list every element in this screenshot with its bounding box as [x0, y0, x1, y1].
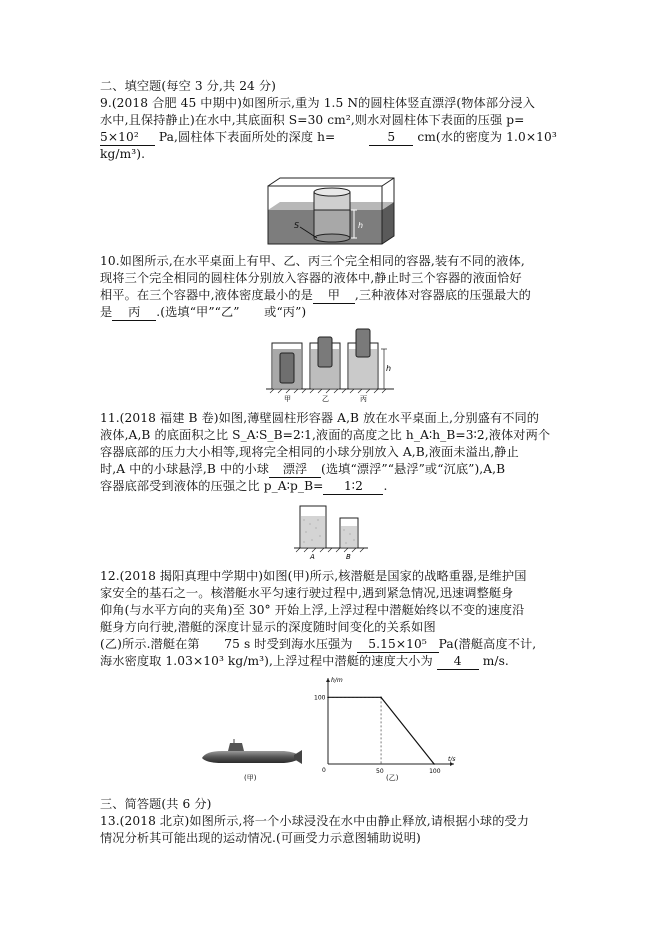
q11-answer-ratio: 1∶2 [323, 478, 383, 495]
label-a: A [310, 553, 315, 560]
q9-tank-figure [262, 172, 402, 250]
y-axis-label: h/m [331, 677, 343, 684]
fig-yi-label: (乙) [386, 774, 399, 782]
q13-text-2: 情况分析其可能出现的运动情况.(可画受力示意图辅助说明) [100, 831, 421, 845]
q10-answer-max-pressure: 丙 [112, 304, 156, 321]
cylinder-yi [318, 337, 332, 367]
q10-answer-least-density: 甲 [313, 287, 355, 304]
q13-text-1: 13.(2018 北京)如图所示,将一个小球浸没在水中由静止释放,请根据小球的受力 [100, 814, 530, 828]
q11-text-3: 容器底部的压力大小相等,现将完全相同的小球分别放入 A,B,液面未溢出,静止 [100, 445, 519, 459]
section-heading-3: 三、简答题(共 6 分) [100, 797, 212, 811]
q12-answer-pressure: 5.15×10⁵ [357, 636, 439, 653]
data-point [380, 697, 382, 699]
label-bing: 丙 [360, 395, 367, 403]
q12-text-4: 艇身方向行驶,潜艇的深度计显示的深度随时间变化的关系如图 [100, 620, 436, 634]
q9-answer-pressure: 5×10² [100, 129, 155, 146]
q12-text-6: 海水密度取 1.03×10³ kg/m³),上浮过程中潜艇的速度大小为 4 m/s. [100, 654, 509, 668]
label-b: B [346, 553, 351, 560]
data-point [327, 697, 329, 699]
q10-text-1: 10.如图所示,在水平桌面上有甲、乙、丙三个完全相同的容器,装有不同的液体, [100, 254, 525, 268]
data-point [433, 763, 435, 765]
submarine-sail [228, 743, 244, 751]
q11-text-2: 液体,A,B 的底面积之比 S_A∶S_B=2∶1,液面的高度之比 h_A∶h_B=3∶2,液体对两个 [100, 428, 551, 442]
y-axis-arrow [326, 678, 330, 682]
fig-jia-label: (甲) [244, 774, 257, 782]
q12-text-5: (乙)所示.潜艇在第 75 s 时受到海水压强为 5.15×10⁵ Pa(潜艇高度不计, [100, 637, 537, 651]
submarine-hull [202, 751, 302, 763]
cylinder-bing [356, 329, 370, 357]
q11-text-5: 容器底部受到液体的压强之比 p_A∶p_B= 1∶2 . [100, 479, 388, 493]
depth-time-chart [312, 674, 462, 784]
origin-label: 0 [322, 767, 326, 774]
x-axis-label: t/s [448, 756, 456, 763]
x-tick-label: 50 [376, 768, 384, 775]
q12-text-2: 家安全的基石之一。核潜艇水平匀速行驶过程中,遇到紧急情况,迅速调整艇身 [100, 586, 514, 600]
label-yi: 乙 [322, 395, 329, 403]
area-label: S [294, 221, 300, 230]
cylinder-jia [280, 353, 294, 383]
q12-answer-speed: 4 [437, 653, 479, 670]
depth-label: h [358, 221, 364, 230]
q11-answer-state: 漂浮 [269, 461, 321, 478]
q9-text-1: 9.(2018 合肥 45 中期中)如图所示,重为 1.5 N的圆柱体竖直漂浮(物体部分浸入 [100, 96, 535, 110]
q10-text-2: 现将三个完全相同的圆柱体分别放入容器的液体中,静止时三个容器的液面恰好 [100, 271, 522, 285]
q11-text-1: 11.(2018 福建 B 卷)如图,薄壁圆柱形容器 A,B 放在水平桌面上,分别盛有不同的 [100, 411, 540, 425]
section-heading: 二、填空题(每空 3 分,共 24 分) [100, 79, 277, 93]
q10-text-4: 是 丙 .(选填“甲”“乙” 或“丙”) [100, 305, 307, 319]
label-jia: 甲 [284, 395, 291, 403]
x-tick-label: 100 [429, 768, 441, 775]
q11-text-4: 时,A 中的小球悬浮,B 中的小球 漂浮 (选填“漂浮”“悬浮”或“沉底”),A,B [100, 462, 506, 476]
q10-text-3: 相平。在三个容器中,液体密度最小的是 甲 ,三种液体对容器底的压强最大的 [100, 288, 531, 302]
q10-h-label: h [386, 364, 392, 373]
q11-containers-figure [292, 498, 372, 560]
q9-text-3: 5×10² Pa,圆柱体下表面所处的深度 h= 5 cm(水的密度为 1.0×10³ [100, 130, 557, 144]
y-tick-label: 100 [314, 694, 326, 702]
q9-text-2: 水中,且保持静止)在水中,其底面积 S=30 cm²,则水对圆柱体下表面的压强 p= [100, 113, 525, 127]
submarine-figure [196, 738, 308, 782]
q9-answer-depth: 5 [369, 129, 413, 146]
q12-text-1: 12.(2018 揭阳真理中学期中)如图(甲)所示,核潜艇是国家的战略重器,是维护国 [100, 569, 527, 583]
q9-text-4: kg/m³). [100, 147, 146, 161]
q12-text-3: 仰角(与水平方向的夹角)至 30° 开始上浮,上浮过程中潜艇始终以不变的速度沿 [100, 603, 525, 617]
q10-containers-figure [266, 323, 396, 403]
